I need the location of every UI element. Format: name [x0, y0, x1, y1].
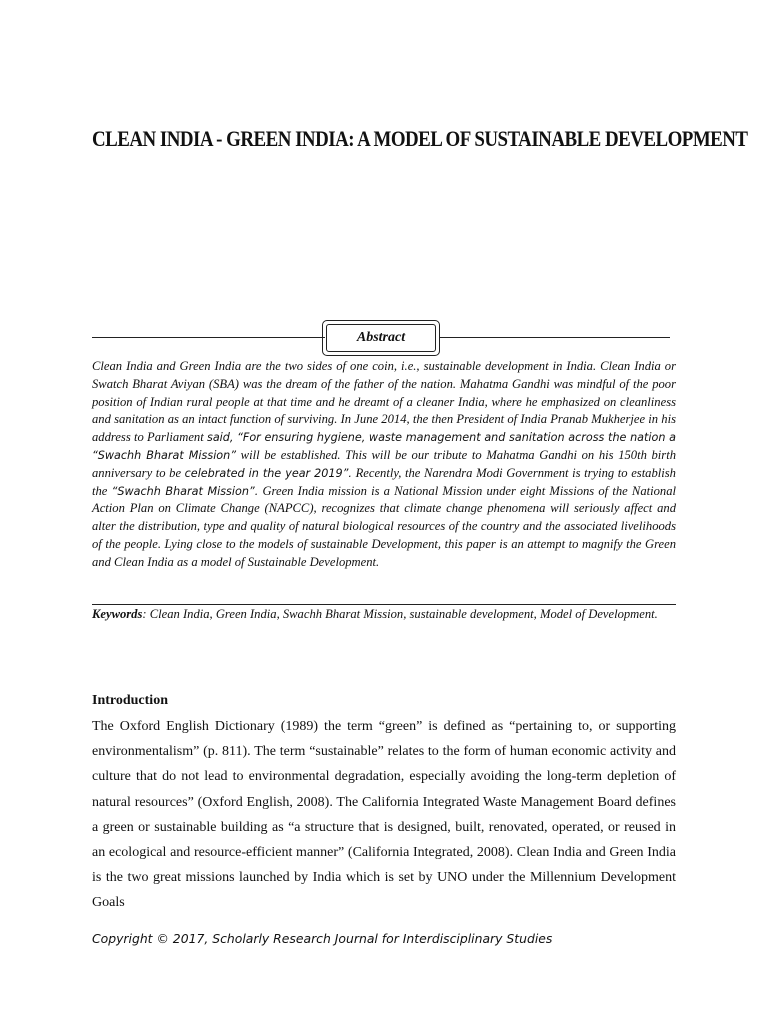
abstract-rule-right [439, 337, 670, 338]
introduction-heading: Introduction [92, 693, 168, 708]
abstract-label-box [322, 320, 440, 356]
abstract-label: Abstract [326, 324, 436, 352]
abstract-quote-2: celebrated in the year 2019”. [184, 466, 352, 480]
keywords-label: Keywords [92, 607, 143, 621]
paper-title: CLEAN INDIA - GREEN INDIA: A MODEL OF SUSTAINABLE DEVELOPMENT [92, 126, 748, 151]
abstract-rule-left [92, 337, 325, 338]
abstract-text-part-2: will be established. This will be our tribute to Mahatma Gandhi on his 150th birth anniversary to be [92, 447, 677, 480]
introduction-text: The Oxford English Dictionary (1989) the term “green” is defined as “pertaining to, or supporting environmentalism” (p. 811). The term “sustainable” relates to the form of human economic activity and culture that do not lead to environmental degradation, especially avoiding the long-term depletion of natural resources” (Oxford English, 2008). The California Integrated Waste Management Board defines a green or sustainable building as “a structure that is designed, built, renovated, operated, or reused in an ecological and resource-efficient manner” (California Integrated, 2008). Clean India and Green India is the two great missions launched by India which is set by UNO under the Millennium Development Goals [92, 719, 676, 911]
abstract-text [92, 358, 676, 572]
keywords [92, 605, 676, 623]
copyright-footer: Copyright © 2017, Scholarly Research Journal for Interdisciplinary Studies [92, 931, 553, 946]
abstract-quote-1: said, “For ensuring hygiene, waste management and sanitation across the nation a “Swachh Bharat Mission” [92, 431, 677, 462]
abstract-text-part-3: Recently, the Narendra Modi Government is trying to establish the [92, 465, 676, 498]
keywords-text: : Clean India, Green India, Swachh Bharat Mission, sustainable development, Model of Development. [142, 607, 658, 621]
abstract-text-part-1: Clean India and Green India are the two sides of one coin, i.e., sustainable development in India. Clean India or Swatch Bharat Aviyan (SBA) was the dream of the father of the nation. Mahatma Gandhi was mindful of the poor position of Indian rural people at that time and he dreamt of a cleaner India, where he emphasized on cleanliness and sanitation as an intact function of surviving. In June 2014, the then President of India Pranab Mukherjee in his address to Parliament [92, 359, 676, 445]
abstract-quote-3: “Swachh Bharat Mission”. [111, 484, 259, 498]
abstract-text-part-4: Green India mission is a National Mission under eight Missions of the National Action Plan on Climate Change (NAPCC), recognizes that climate change phenomena will seriously affect and alter the distribution, type and quality of natural biological resources of the country and the associated livelihoods of the people. Lying close to the models of sustainable Development, this paper is an attempt to magnify the Green and Clean India as a model of Sustainable Development. [92, 483, 676, 569]
